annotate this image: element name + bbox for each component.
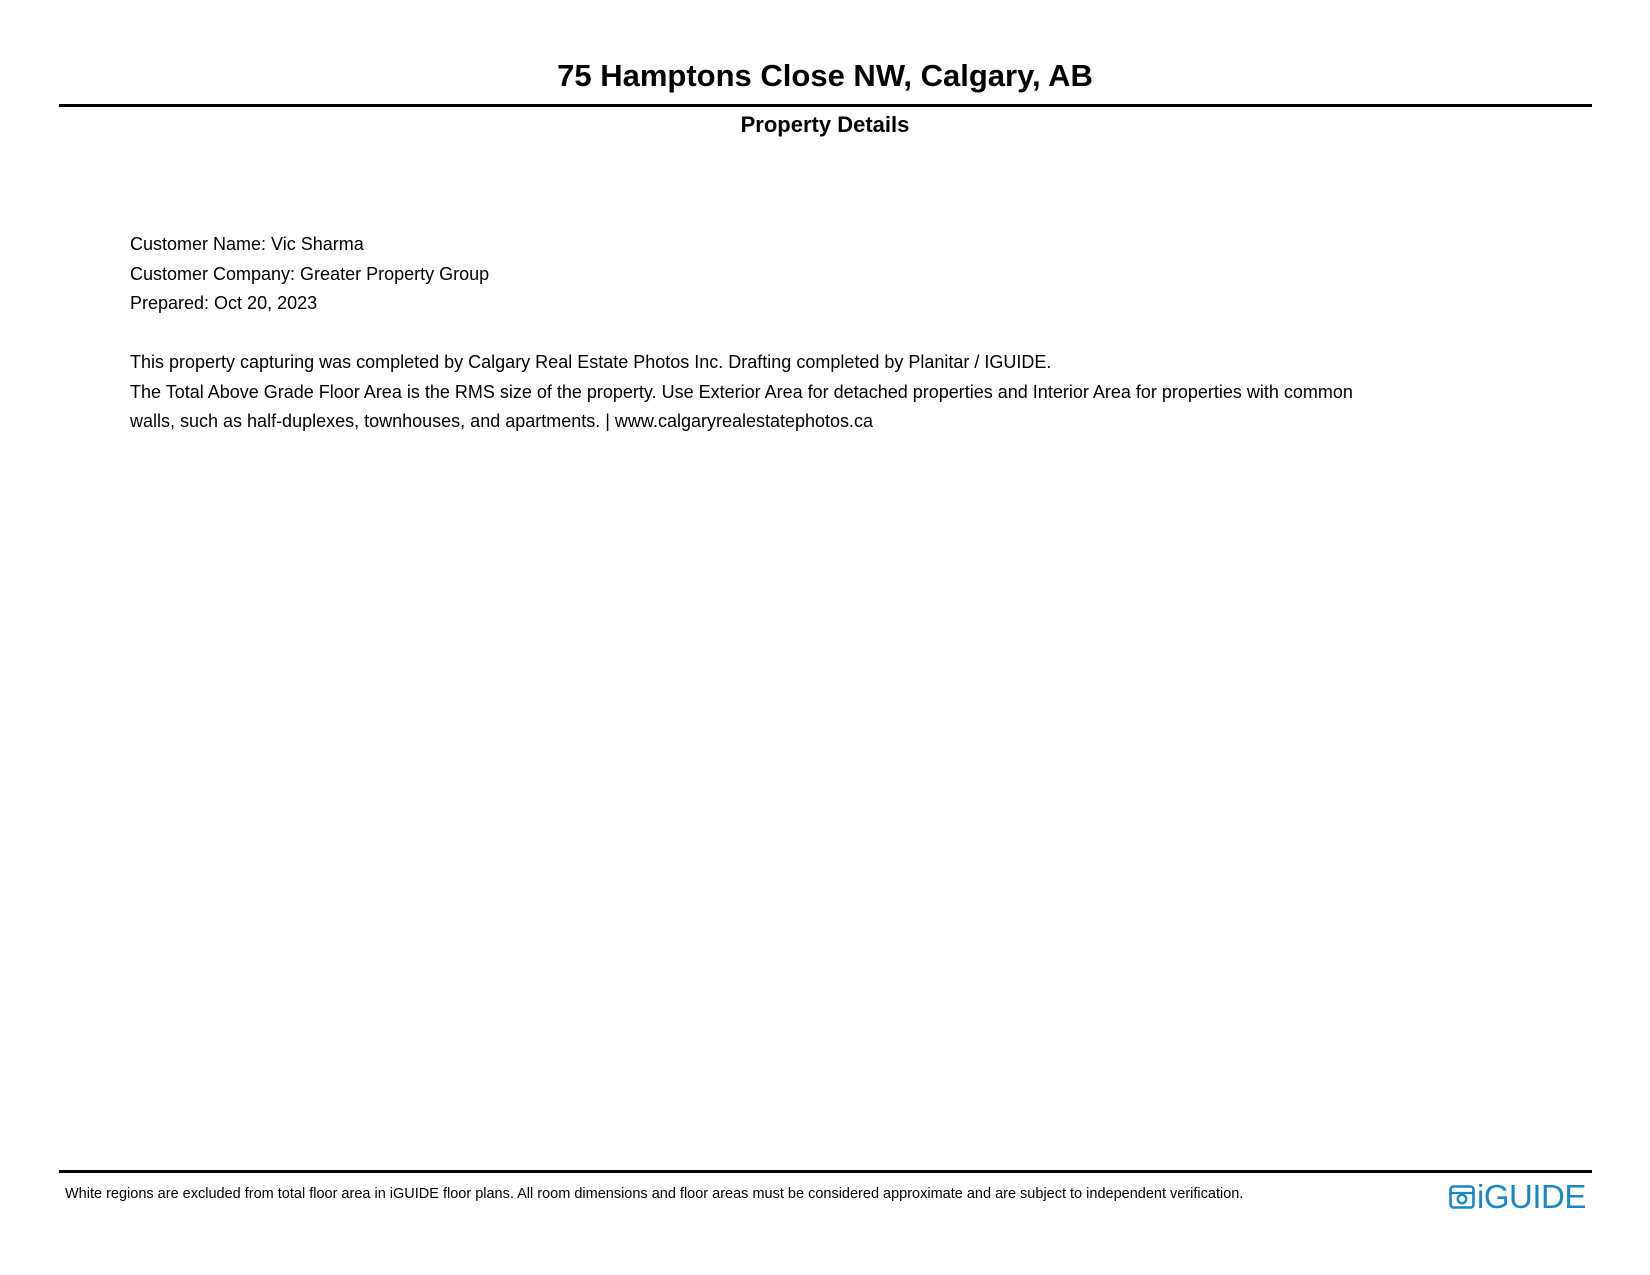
- floor-area-note-line-1: The Total Above Grade Floor Area is the RMS size of the property. Use Exterior Area for detached properties and Interior Area for properties with common: [130, 381, 1353, 402]
- header-divider: [59, 104, 1592, 107]
- footer-divider: [59, 1170, 1592, 1173]
- camera-icon: [1449, 1184, 1475, 1210]
- customer-name: Customer Name: Vic Sharma: [130, 234, 364, 254]
- page-subtitle: Property Details: [740, 112, 910, 137]
- prepared-date: Prepared: Oct 20, 2023: [130, 293, 318, 313]
- customer-company: Customer Company: Greater Property Group: [130, 263, 490, 284]
- iguide-logo: [1449, 1180, 1586, 1214]
- property-details: [130, 230, 1450, 437]
- footer-disclaimer: White regions are excluded from total floor area in iGUIDE floor plans. All room dimensions and floor areas must be considered approximate and are subject to independent verification.: [65, 1186, 1244, 1202]
- floor-area-note-line-2: walls, such as half-duplexes, townhouses, and apartments. | www.calgaryrealestatephotos.ca: [130, 411, 874, 431]
- capture-credit-line: This property capturing was completed by Calgary Real Estate Photos Inc. Drafting completed by Planitar / IGUIDE.: [130, 352, 1052, 372]
- spacer: [130, 319, 1450, 349]
- page-title: 75 Hamptons Close NW, Calgary, AB: [557, 58, 1093, 93]
- logo-wordmark: iGUIDE: [1477, 1178, 1586, 1215]
